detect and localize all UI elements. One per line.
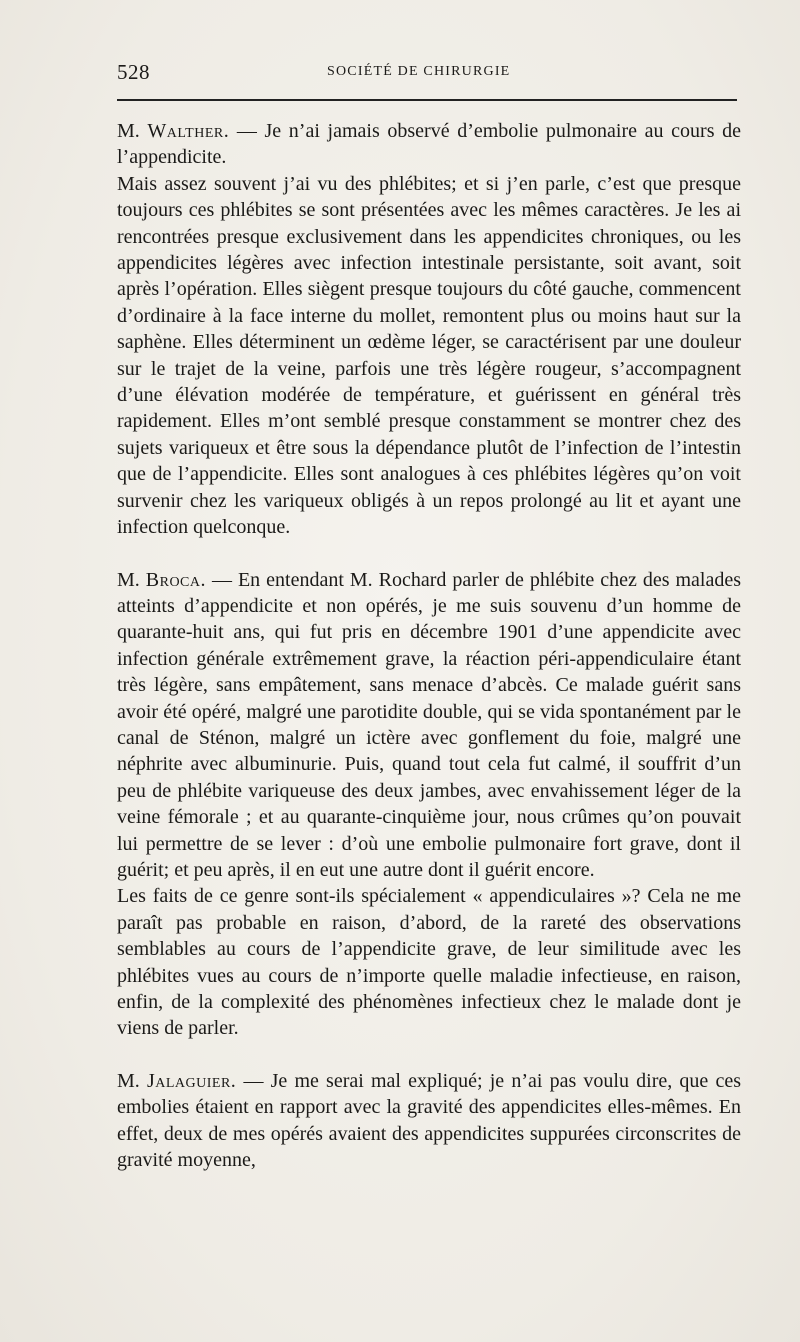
paragraph-gap bbox=[117, 1042, 741, 1068]
running-title: SOCIÉTÉ DE CHIRURGIE bbox=[327, 64, 511, 79]
paragraph-text: — En entendant M. Rochard parler de phlébite chez des malades atteints d’appendicite et non opérés, je me suis souvenu d’un homme de quarante-huit ans, qui fut pris en décembre 1901 d’une appendicite avec infection générale extrêmement grave, la réaction péri-appendiculaire étant très légère, sans empâtement, sans menace d’abcès. Ce malade guérit sans avoir été opéré, malgré une parotidite double, qui se vida spontanément par le canal de Sténon, malgré un ictère avec gonflement du foie, malgré une néphrite avec albuminurie. Puis, quand tout cela fut calmé, il souffrit d’un peu de phlébite variqueuse des deux jambes, avec envahissement léger de la veine fémorale ; et au quarante-cinquième jour, nous crûmes qu’on pouvait lui permettre de se lever : d’où une embolie pulmonaire fort grave, dont il guérit; et peu après, il en eut une autre dont il guérit encore. bbox=[117, 568, 741, 881]
paragraph-broca bbox=[117, 567, 741, 884]
paragraph-text: — Je n’ai jamais observé d’embolie pulmonaire au cours de l’appendicite. bbox=[117, 120, 741, 169]
speaker-prefix: M. bbox=[117, 568, 146, 591]
paragraph-text: — Je me serai mal expliqué; je n’ai pas voulu dire, que ces embolies étaient en rapport avec la gravité des appendicites elles-mêmes. En effet, deux de mes opérés avaient des appendicites suppurées circonscrites de gravité moyenne, bbox=[117, 1069, 741, 1172]
body-text bbox=[117, 118, 741, 1173]
header-rule bbox=[117, 99, 737, 101]
paragraph-text: Les faits de ce genre sont-ils spécialement « appendiculaires »? Cela ne me paraît pas probable en raison, d’abord, de la rareté des observations semblables au cours de l’appendicite grave, de leur similitude avec les phlébites vues au cours de n’importe quelle maladie infectieuse, en raison, enfin, de la complexité des phénomènes infectieux chez le malade dont je viens de parler. bbox=[117, 885, 741, 1040]
paragraph-gap bbox=[117, 541, 741, 567]
paragraph-walther bbox=[117, 118, 741, 171]
speaker-name: Walther. bbox=[147, 120, 230, 142]
speaker-name: Broca. bbox=[145, 568, 207, 591]
page-header bbox=[117, 60, 737, 88]
speaker-name: Jalaguier. bbox=[146, 1069, 237, 1092]
page-number: 528 bbox=[117, 60, 150, 84]
speaker-prefix: M. bbox=[117, 120, 148, 142]
speaker-prefix: M. bbox=[117, 1069, 147, 1092]
paragraph-appendiculaires bbox=[117, 883, 741, 1041]
paragraph-text: Mais assez souvent j’ai vu des phlébites; et si j’en parle, c’est que presque toujours ces phlébites se sont présentées avec les mêmes caractères. Je les ai rencontrées presque exclusivement dans les appendicites chroniques, ou les appendicites légères avec infection intestinale persistante, soit avant, soit après l’opération. Elles siègent presque toujours du côté gauche, commencent d’ordinaire à la face interne du mollet, remontent plus ou moins haut sur la saphène. Elles déterminent un œdème léger, se caractérisent par une douleur sur le trajet de la veine, parfois une très légère rougeur, s’accompagnent d’une élévation modérée de température, et guérissent en général très rapidement. Elles m’ont semblé presque constamment se montrer chez des sujets variqueux et être sous la dépendance plutôt de l’infection de l’intestin que de l’appendicite. Elles sont analogues à ces phlébites légères qu’on voit survenir chez les variqueux obligés à un repos prolongé au lit et ayant une infection quelconque. bbox=[117, 172, 741, 539]
paragraph-phlebites bbox=[117, 171, 741, 541]
paragraph-jalaguier bbox=[117, 1068, 741, 1174]
